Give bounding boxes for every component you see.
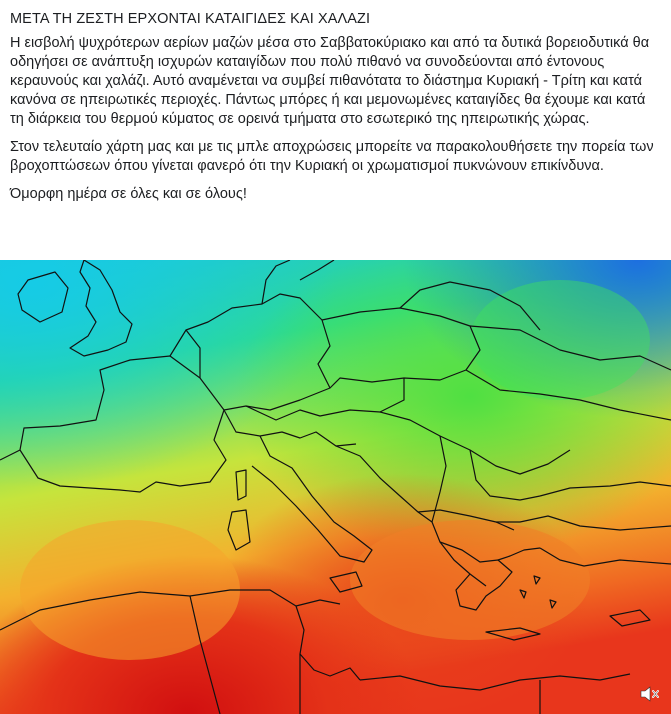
post-paragraph-1: Η εισβολή ψυχρότερων αερίων μαζών μέσα στο Σαββατοκύριακο και από τα δυτικά βορειοδυτικά θα οδηγήσει σε ανάπτυξη ισχυρών καταιγίδων που πολύ πιθανό να συνοδεύονται από έντονους κεραυνούς και χαλάζι. Αυτό αναμένεται να συμβεί πιθανότατα το διάστημα Κυριακή - Τρίτη και κατά κανόνα σε ηπειρωτικές περιοχές. Πάντως μπόρες ή και μεμονωμένες καταιγίδες θα έχουμε και κατά τη διάρκεια του θερμού κύματος σε ορεινά τμήματα στο εσωτερικό της ηπειρωτικής χώρας. <box>10 35 650 127</box>
speaker-muted-icon <box>638 683 660 705</box>
weather-map-video[interactable] <box>0 260 671 714</box>
post-paragraph-2: Στον τελευταίο χάρτη μας και με τις μπλε αποχρώσεις μπορείτε να παρακολουθήσετε την πορεία των βροχοπτώσεων όπου γίνεται φανερό ότι την Κυριακή οι χρωματισμοί πυκνώνουν επικίνδυνα. <box>10 139 654 174</box>
weather-map <box>0 260 671 714</box>
post-text <box>0 0 671 204</box>
post-paragraph-3: Όμορφη ημέρα σε όλες και σε όλους! <box>10 186 247 202</box>
post-title: ΜΕΤΑ ΤΗ ΖΕΣΤΗ ΕΡΧΟΝΤΑΙ ΚΑΤΑΙΓΙΔΕΣ ΚΑΙ ΧΑΛΑΖΙ <box>10 11 371 27</box>
sound-toggle-button[interactable] <box>637 682 661 706</box>
